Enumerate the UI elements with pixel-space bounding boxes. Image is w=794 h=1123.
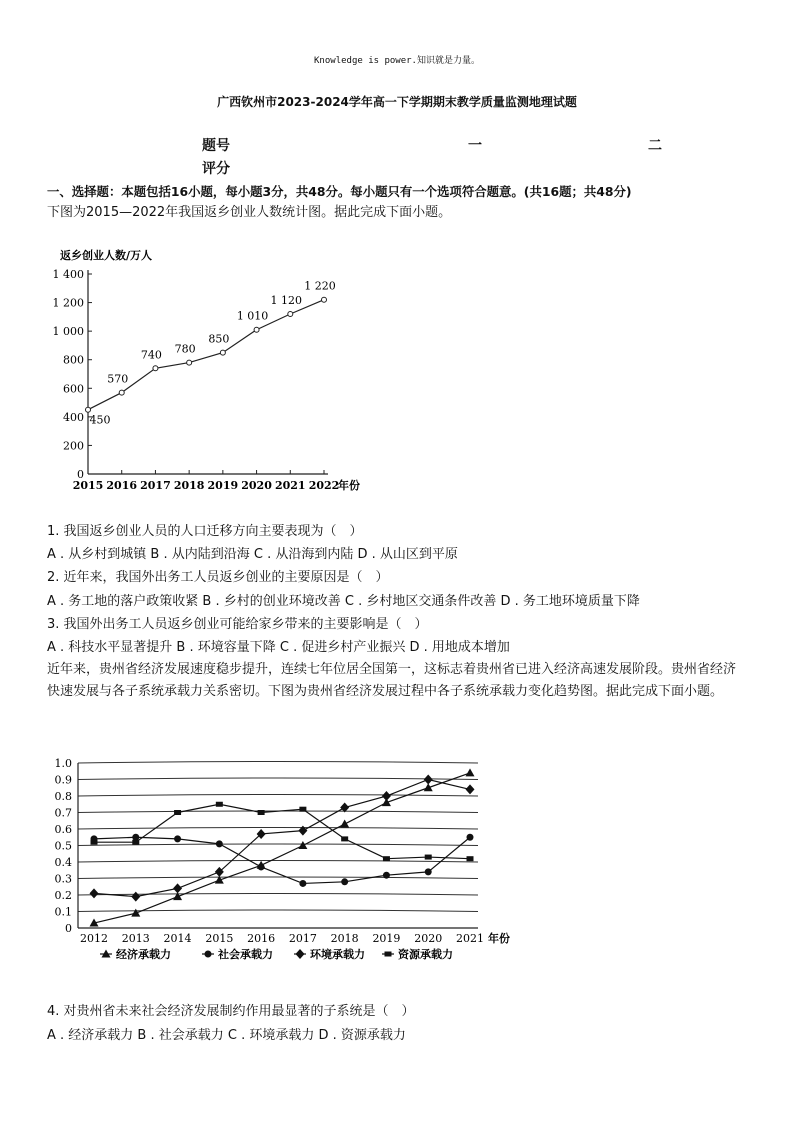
legend-label: 资源承载力 [398,948,453,961]
series-2-point [299,880,306,887]
data-point [153,366,158,371]
legend-label: 社会承载力 [218,948,273,961]
series-3-point [382,791,391,801]
series-2-point [216,840,223,847]
data-point [254,327,259,332]
y-tick-label: 800 [63,353,84,367]
legend-marker [205,951,212,958]
data-label: 570 [107,372,129,386]
question-1-stem: 1. 我国返乡创业人员的人口迁移方向主要表现为（ ） [47,524,363,539]
series-4-point [216,802,223,807]
intro-text-2: 近年来，贵州省经济发展速度稳步提升，连续七年位居全国第一，这标志着贵州省已进入经济高速发展阶段。贵州省经济快速发展与各子系统承载力关系密切。下图为贵州省经济发展过程中各子系统承载力变化趋势图。据此完成下面小题。 [47,662,737,699]
y-tick-label: 0.7 [54,806,72,820]
series-3-point [173,883,182,893]
section-heading: 一、选择题：本题包括16小题，每小题3分，共48分。每小题只有一个选项符合题意。(共16题；共48分) [47,184,632,199]
data-label: 450 [89,413,111,427]
x-tick-label: 2015 [205,932,234,945]
x-tick-label: 2016 [247,932,276,945]
series-2-point [174,835,181,842]
grid-line [78,762,478,764]
x-tick-label: 2020 [414,932,443,945]
series-2-point [467,834,474,841]
series-4-point [467,856,474,861]
x-axis-label: 年份 [338,479,360,492]
returnee-entrepreneur-chart [40,245,380,500]
data-point [187,360,192,365]
x-tick-label: 2012 [80,932,108,945]
question-3-stem: 3. 我国外出务工人员返乡创业可能给家乡带来的主要影响是（ ） [47,617,428,632]
legend-marker [385,952,392,957]
y-tick-label: 0.6 [54,823,72,836]
data-label: 780 [174,342,196,356]
y-tick-label: 1 000 [52,325,84,339]
grid-line [78,877,478,879]
score-table-col-label: 题号 [202,138,230,154]
intro-text-1: 下图为2015—2022年我国返乡创业人数统计图。据此完成下面小题。 [47,205,452,220]
data-label: 850 [208,332,230,346]
y-tick-label: 400 [63,410,84,424]
y-tick-label: 0.5 [54,839,72,853]
series-1-point [298,841,307,849]
x-tick-label: 2020 [241,479,272,492]
grid-line [78,795,478,797]
score-table-col-1: 一 [468,138,482,154]
y-tick-label: 600 [63,382,84,396]
series-4-point [91,840,98,845]
y-tick-label: 0 [77,468,84,481]
x-tick-label: 2015 [72,479,104,492]
data-point [322,297,327,302]
data-point [220,350,225,355]
x-tick-label: 2017 [288,932,317,945]
series-line-4 [94,804,470,858]
y-tick-label: 1.0 [54,757,72,770]
question-2-options[interactable]: A . 务工地的落户政策收紧 B . 乡村的创业环境改善 C . 乡村地区交通条件改善 D . 务工地环境质量下降 [47,594,640,609]
series-3-point [90,888,99,898]
x-tick-label: 2018 [173,479,205,492]
series-4-point [299,807,306,812]
data-point [288,312,293,317]
x-tick-label: 2021 [456,932,484,945]
y-tick-label: 0.8 [54,790,72,803]
question-4-options[interactable]: A . 经济承载力 B . 社会承载力 C . 环境承载力 D . 资源承载力 [47,1028,406,1043]
series-2-point [341,878,348,885]
legend-label: 环境承载力 [310,948,365,961]
series-4-point [425,855,432,860]
question-2-stem: 2. 近年来，我国外出务工人员返乡创业的主要原因是（ ） [47,570,389,585]
grid-line [78,778,478,780]
series-4-point [258,810,265,815]
data-point [119,390,124,395]
series-1-point [131,909,140,917]
data-label: 1 120 [270,294,303,307]
data-point [86,407,91,412]
x-tick-label: 2016 [106,479,138,492]
x-tick-label: 2021 [274,479,306,492]
series-4-point [132,840,139,845]
carrying-capacity-chart [40,752,520,972]
y-tick-label: 0.3 [54,872,72,886]
y-axis-label: 返乡创业人数/万人 [60,249,153,262]
series-4-point [174,810,181,815]
series-1-point [466,768,475,776]
score-table-row-label: 评分 [202,161,230,177]
question-1-options[interactable]: A . 从乡村到城镇 B . 从内陆到沿海 C . 从沿海到内陆 D . 从山区到平原 [47,547,458,562]
exam-title: 广西钦州市2023-2024学年高一下学期期末教学质量监测地理试题 [217,95,577,109]
y-tick-label: 0 [65,922,72,935]
grid-line [78,828,478,830]
data-label: 740 [140,348,162,362]
data-label: 1 010 [236,309,269,323]
y-tick-label: 0.2 [54,889,72,902]
grid-line [78,861,478,863]
x-tick-label: 2017 [140,479,171,492]
score-table-col-2: 二 [648,138,662,154]
question-4-stem: 4. 对贵州省未来社会经济发展制约作用最显著的子系统是（ ） [47,1004,415,1019]
legend-marker [296,949,305,959]
series-2-point [425,868,432,875]
series-4-point [341,836,348,841]
x-axis-label: 年份 [488,932,510,945]
legend-label: 经济承载力 [116,948,171,961]
series-4-point [383,856,390,861]
series-3-point [424,775,433,785]
data-label: 1 220 [304,279,336,293]
x-tick-label: 2019 [207,479,239,492]
header-motto: Knowledge is power.知识就是力量。 [314,56,480,66]
y-tick-label: 0.9 [54,773,72,787]
y-tick-label: 0.1 [54,905,72,919]
series-2-point [383,872,390,879]
x-tick-label: 2013 [121,932,150,945]
x-tick-label: 2022 [308,479,340,492]
grid-line [78,910,478,912]
x-tick-label: 2014 [163,932,192,945]
x-tick-label: 2019 [372,932,401,945]
series-3-point [466,784,475,794]
series-3-point [131,892,140,902]
x-tick-label: 2018 [330,932,359,945]
series-1-point [340,820,349,828]
y-tick-label: 200 [63,439,84,453]
y-tick-label: 0.4 [54,856,72,869]
y-tick-label: 1 200 [52,296,84,310]
series-2-point [258,863,265,870]
y-tick-label: 1 400 [52,268,84,281]
question-3-options[interactable]: A . 科技水平显著提升 B . 环境容量下降 C . 促进乡村产业振兴 D . 用地成本增加 [47,640,510,655]
